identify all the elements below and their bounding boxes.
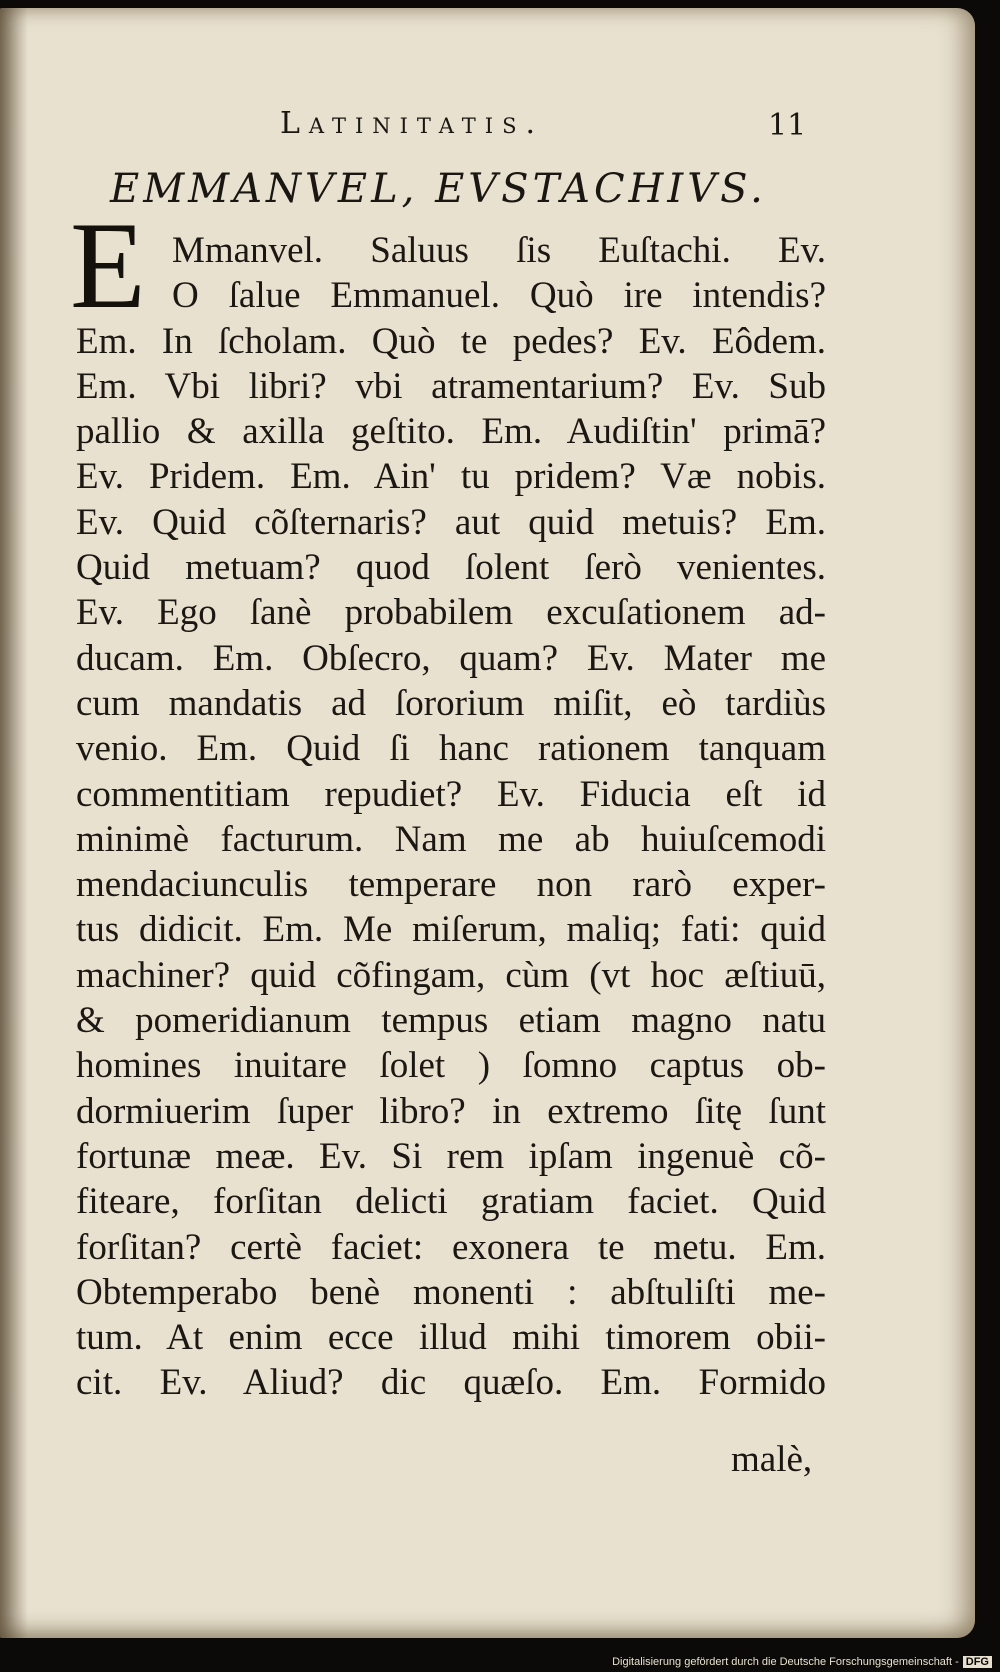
text-line: Em. In ſcholam. Quò te pedes? Ev. Eôdem. — [76, 320, 826, 362]
text-line: dormiuerim ſuper libro? in extremo ſitę ſunt — [76, 1090, 826, 1132]
dialogue-heading: EMMANVEL, EVSTACHIVS. — [110, 166, 767, 212]
text-line: tus didicit. Em. Me miſerum, maliq; fati: quid — [76, 909, 826, 951]
drop-capital: E — [70, 197, 146, 334]
running-head: Latinitatis. — [280, 106, 545, 141]
book-page — [0, 8, 975, 1638]
text-line: cit. Ev. Aliud? dic quæſo. Em. Formido — [76, 1362, 826, 1404]
text-line: forſitan? certè faciet: exonera te metu. Em. — [76, 1226, 826, 1268]
digitization-credit — [612, 1656, 992, 1668]
text-line: fiteare, forſitan delicti gratiam faciet. Quid — [76, 1181, 826, 1223]
body-text — [76, 228, 826, 1406]
text-line: fortunæ meæ. Ev. Si rem ipſam ingenuè cõ- — [76, 1135, 826, 1177]
text-line: Quid metuam? quod ſolent ſerò venientes. — [76, 547, 826, 589]
text-line: Mmanvel. Saluus ſis Euſtachi. Ev. — [172, 230, 826, 271]
credit-text: Digitalisierung gefördert durch die Deutsche Forschungsgemeinschaft - — [612, 1656, 959, 1668]
text-line: pallio & axilla geſtito. Em. Audiſtin' primā? — [76, 411, 826, 453]
text-line: venio. Em. Quid ſi hanc rationem tanquam — [76, 728, 826, 770]
text-line: machiner? quid cõfingam, cùm (vt hoc æſtiuū, — [76, 954, 826, 996]
text-line: Em. Vbi libri? vbi atramentarium? Ev. Sub — [76, 365, 826, 407]
text-line: Ev. Pridem. Em. Ain' tu pridem? Væ nobis. — [76, 456, 826, 498]
text-line: Obtemperabo benè monenti : abſtuliſti me- — [76, 1271, 826, 1313]
catchword: malè, — [731, 1439, 813, 1480]
text-line: Ev. Quid cõſternaris? aut quid metuis? Em. — [76, 501, 826, 543]
text-line: Ev. Ego ſanè probabilem excuſationem ad- — [76, 592, 826, 634]
text-line: minimè facturum. Nam me ab huiuſcemodi — [76, 818, 826, 860]
page-number: 11 — [768, 108, 807, 143]
text-line: homines inuitare ſolet ) ſomno captus ob- — [76, 1045, 826, 1087]
dfg-logo: DFG — [963, 1656, 992, 1668]
text-line: O ſalue Emmanuel. Quò ire intendis? — [172, 275, 826, 317]
text-line: tum. At enim ecce illud mihi timorem obii- — [76, 1317, 826, 1359]
text-line: & pomeridianum tempus etiam magno natu — [76, 1000, 826, 1042]
text-line: mendaciunculis temperare non rarò exper- — [76, 864, 826, 906]
text-line: cum mandatis ad ſororium miſit, eò tardiùs — [76, 682, 826, 724]
text-line: commentitiam repudiet? Ev. Fiducia eſt id — [76, 773, 826, 815]
text-line: ducam. Em. Obſecro, quam? Ev. Mater me — [76, 637, 826, 679]
